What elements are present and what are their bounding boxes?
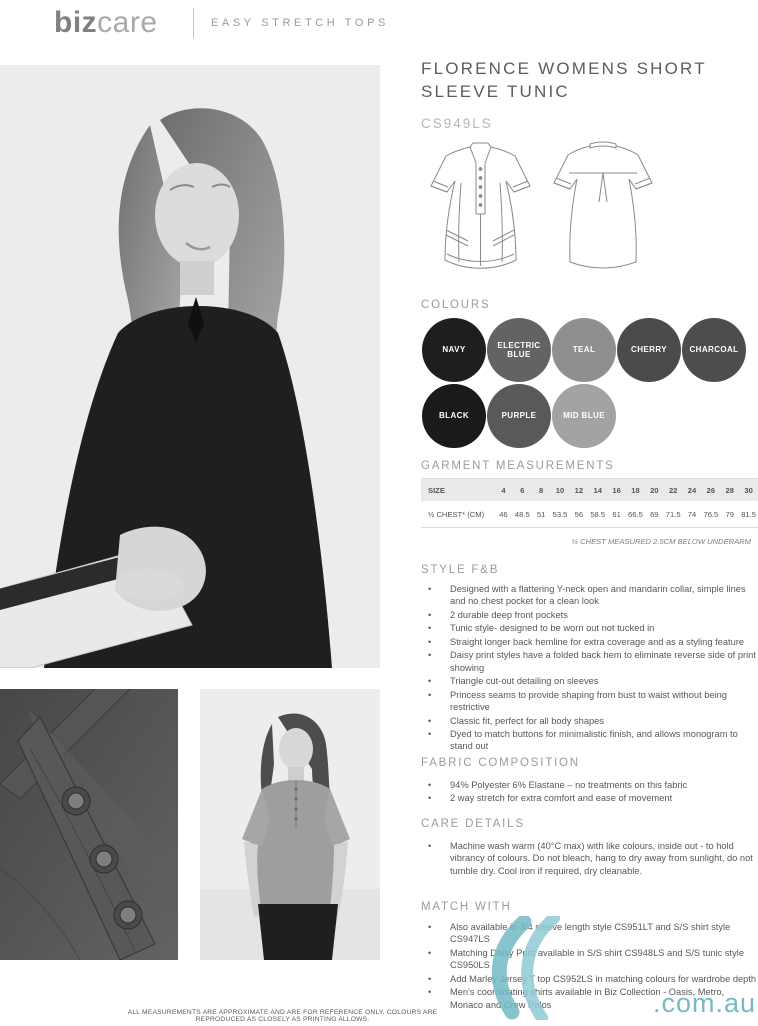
size-value: 10 [555,485,565,495]
fabric-bullet: • 94% Polyester 6% Elastane – no treatments on this fabric [421,779,758,791]
chest-value: 51 [536,509,546,519]
colour-swatch [617,318,681,382]
colour-swatch-label: PURPLE [501,411,537,421]
chest-value: 56 [574,509,584,519]
colour-swatch-grid [422,318,758,448]
logo-biz: biz [54,6,98,39]
chest-values [494,510,758,519]
size-value: 6 [520,485,525,495]
style-bullet: • Tunic style- designed to be worn out not tucked in [421,622,758,634]
watermark-logo [462,916,574,1020]
colour-swatch-label: BLACK [439,411,469,421]
logo-divider [193,8,194,38]
footer-disclaimer: ALL MEASUREMENTS ARE APPROXIMATE AND ARE FOR REFERENCE ONLY. COLOURS ARE REPRODUCED AS CLOSELY AS PRINTING ALLOWS. [127,1009,438,1023]
chest-value: 81.5 [741,509,756,519]
measurements-heading: GARMENT MEASUREMENTS [421,460,615,472]
colour-swatch-label: ELECTRIC BLUE [497,340,541,359]
product-title: FLORENCE WOMENS SHORT SLEEVE TUNIC [421,59,707,101]
garment-front-drawing [421,140,541,286]
chest-value: 69 [650,509,659,519]
chest-value: 53.5 [552,509,568,519]
colour-swatch [552,318,616,382]
size-value: 28 [725,485,734,495]
style-bullet: • Designed with a flattering Y-neck open and mandarin collar, simple lines and no chest pocket for a clean look [421,583,758,608]
style-bullet: • Dyed to match buttons for minimalistic finish, and allows monogram to stand out [421,728,758,753]
chest-label: ½ CHEST* (CM) [428,509,485,519]
size-values [494,486,758,495]
colour-swatch [422,318,486,382]
style-bullet: • 2 durable deep front pockets [421,609,758,621]
chest-value: 79 [725,509,734,519]
measurements-data-row [421,501,758,528]
colour-swatch-label: MID BLUE [563,411,605,421]
measurements-header-row [421,478,758,501]
chest-value: 58.5 [590,509,606,519]
fabric-bullet-list [421,779,758,806]
style-bullet-list [421,583,758,754]
model-photo [200,689,380,960]
chest-value: 46 [499,509,508,519]
size-value: 4 [501,485,506,495]
colour-swatch [487,318,551,382]
chest-value: 48.5 [514,509,530,519]
style-bullet: • Daisy print styles have a folded back hem to eliminate reverse side of print showing [421,649,758,674]
style-heading: STYLE F&B [421,564,500,576]
watermark-domain-text: .com.au [652,988,756,1018]
colour-swatch [422,384,486,448]
product-code: CS949LS [421,116,493,131]
colours-heading: COLOURS [421,299,491,311]
bizcare-logo [54,6,158,40]
size-value: 24 [687,485,697,495]
chest-value: 66.5 [628,509,643,519]
match-bullet: • Men's coordinating shirts available in Biz Collection - Oasis, Metro, Monaco and Crew Polos [421,986,758,1011]
size-label: SIZE [428,485,445,495]
size-value: 22 [668,485,678,495]
match-heading: MATCH WITH [421,901,512,913]
fabric-heading: FABRIC COMPOSITION [421,757,580,769]
logo-care: care [97,6,158,39]
colour-swatch [487,384,551,448]
colour-swatch [682,318,746,382]
colour-swatch [552,384,616,448]
chest-value: 74 [687,509,697,519]
size-value: 26 [706,485,716,495]
care-bullet-list [421,840,758,878]
care-heading: CARE DETAILS [421,818,525,830]
size-value: 16 [612,485,621,495]
care-bullet: • Machine wash warm (40°C max) with like colours, inside out - to hold vibrancy of colours. Do not bleach, hang to dry away from sunlight, do not tumble dry. Cool iron if required, dry cleanable. [421,840,758,877]
size-value: 30 [744,485,753,495]
match-bullet: • Matching Daisy Print available in S/S shirt CS948LS and S/S tunic style CS950LS [421,947,758,972]
hero-photo-illustration [0,65,380,668]
match-bullet: • Also available in 3/4 sleeve length style CS951LT and S/S shirt style CS947LS [421,921,758,946]
colour-swatch-label: CHARCOAL [689,345,739,355]
colour-swatch-label: NAVY [442,345,466,355]
size-value: 8 [539,485,544,495]
range-tagline: EASY STRETCH TOPS [211,17,389,29]
chest-value: 61 [612,509,621,519]
hero-photo [0,65,380,668]
match-bullet: • Add Marley Jersey T top CS952LS in matching colours for wardrobe depth [421,973,758,985]
placket-closeup-illustration [0,689,178,960]
colour-swatch-label: CHERRY [631,345,667,355]
fabric-bullet: • 2 way stretch for extra comfort and ease of movement [421,792,758,804]
style-bullet: • Straight longer back hemline for extra coverage and as a styling feature [421,636,758,648]
chest-value: 76.5 [703,509,719,519]
chest-value: 71.5 [665,509,681,519]
measurements-footnote: ½ CHEST MEASURED 2.5CM BELOW UNDERARM [571,537,751,546]
placket-closeup-photo [0,689,178,960]
size-value: 20 [650,485,659,495]
size-value: 18 [631,485,640,495]
colour-swatch-label: TEAL [572,345,596,355]
model-photo-illustration [200,689,380,960]
size-value: 14 [593,485,602,495]
style-bullet: • Triangle cut-out detailing on sleeves [421,675,758,687]
style-bullet: • Classic fit, perfect for all body shapes [421,715,758,727]
size-value: 12 [574,485,584,495]
style-bullet: • Princess seams to provide shaping from bust to waist without being restrictive [421,689,758,714]
measurements-table [421,478,758,528]
garment-back-drawing [546,140,660,286]
